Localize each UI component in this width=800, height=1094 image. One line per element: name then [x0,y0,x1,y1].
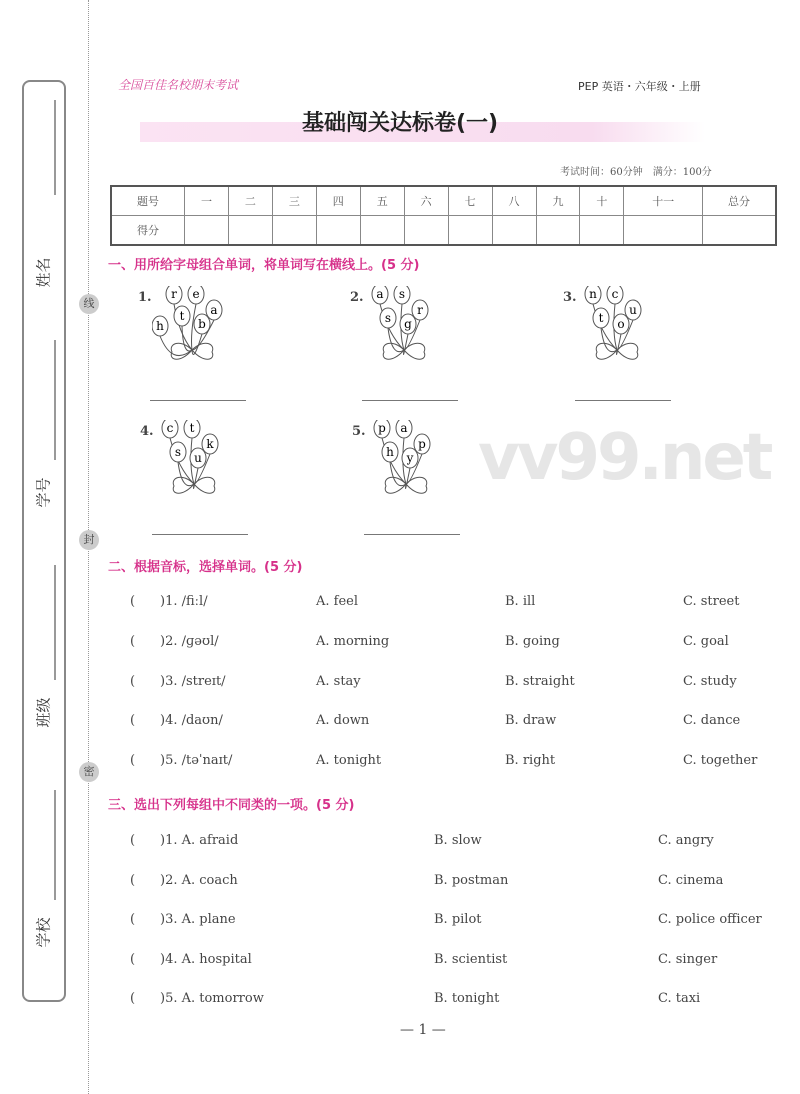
question-option-a: )1. A. afraid [160,833,239,848]
option-b: B. tonight [434,991,500,1007]
score-cell[interactable] [536,216,580,246]
option-b: B. right [505,753,556,769]
item-number: 2. [350,290,364,305]
bow-icon [194,477,215,493]
balloon-letter: r [417,303,423,317]
seal-line: 线 [79,294,99,314]
score-header-cell: 十 [580,186,624,216]
student-info-box [22,80,66,1002]
answer-paren[interactable]: ( [130,833,136,848]
score-cell[interactable] [316,216,360,246]
balloon-bouquet [366,420,456,500]
balloon-letter: p [378,421,386,435]
watermark: vv99.net [478,421,771,495]
score-header-cell: 六 [404,186,448,216]
question-phonetic: )4. /daʊn/ [160,713,223,729]
score-header-cell: 五 [360,186,404,216]
score-header-cell: 八 [492,186,536,216]
score-header-cell: 九 [536,186,580,216]
option-c: C. dance [683,713,741,729]
balloon-letter: c [611,287,619,301]
score-cell[interactable] [185,216,229,246]
question-option-a: )2. A. coach [160,872,238,888]
answer-paren[interactable]: ( [130,633,136,649]
question-phonetic: )1. /fiːl/ [160,594,208,609]
balloon-letter: h [386,445,394,459]
student-no-field[interactable] [54,340,56,460]
option-c: C. together [683,753,758,769]
option-a: A. down [316,713,370,729]
score-cell[interactable] [703,216,777,246]
balloon-letter: n [589,287,597,301]
score-cell[interactable] [624,216,703,246]
answer-paren[interactable]: ( [130,713,136,729]
balloon-bouquet [577,286,667,366]
score-header-cell: 四 [316,186,360,216]
school-field[interactable] [54,790,56,900]
bow-icon [617,343,638,359]
option-c: C. angry [658,833,714,848]
option-b: B. ill [505,594,536,609]
option-b: B. going [505,633,560,649]
option-b: B. pilot [434,912,482,928]
balloon-letter: h [156,319,164,333]
option-c: C. street [683,594,740,609]
bow-icon [406,477,427,493]
score-cell[interactable] [404,216,448,246]
answer-blank[interactable] [150,400,246,401]
score-header-row [111,186,776,216]
option-b: B. scientist [434,951,508,967]
option-c: C. taxi [658,991,701,1007]
option-a: A. morning [316,633,390,649]
balloon-bouquet [154,420,244,500]
option-c: C. cinema [658,872,724,888]
balloon-letter: o [617,317,625,331]
balloon-bouquet [364,286,454,366]
answer-paren[interactable]: ( [130,991,136,1007]
answer-paren[interactable]: ( [130,753,136,769]
answer-paren[interactable]: ( [130,872,136,888]
exam-info: 考试时间：60分钟 满分：100分 [560,167,712,178]
balloon-letter: a [400,421,408,435]
option-b: B. slow [434,833,482,848]
brand-text: 全国百佳名校期末考试 [118,78,239,92]
option-c: C. goal [683,633,729,649]
answer-blank[interactable] [152,534,248,535]
question-option-a: )3. A. plane [160,912,236,928]
student-no-label: 学号 [34,477,53,508]
score-cell[interactable] [228,216,272,246]
option-a: A. feel [316,594,359,609]
answer-paren[interactable]: ( [130,912,136,928]
balloon-letter: s [384,311,392,325]
balloon-letter: t [179,309,185,323]
score-header-cell: 三 [272,186,316,216]
item-number: 1. [138,290,152,305]
edition-text: PEP 英语・六年级・上册 [578,80,701,93]
class-label: 班级 [34,697,53,728]
score-cell[interactable] [492,216,536,246]
score-cell[interactable] [580,216,624,246]
section2-title: 二、根据音标，选择单词。(5 分) [108,560,303,575]
balloon-letter: t [189,421,195,435]
answer-blank[interactable] [575,400,671,401]
answer-paren[interactable]: ( [130,951,136,967]
balloon-bouquet [152,286,242,366]
score-header-cell: 七 [448,186,492,216]
balloon-letter: a [376,287,384,301]
balloon-letter: y [406,451,414,465]
balloon-letter: g [404,317,412,331]
question-phonetic: )5. /təˈnaɪt/ [160,753,233,769]
balloon-letter: k [206,437,214,451]
item-number: 3. [563,290,577,305]
score-cell[interactable] [360,216,404,246]
score-header-cell: 总分 [703,186,777,216]
score-header-cell: 一 [185,186,229,216]
name-label: 姓名 [34,257,53,288]
balloon-letter: a [210,303,218,317]
answer-blank[interactable] [362,400,458,401]
page-number: — 1 — [400,1022,446,1038]
balloon-letter: c [166,421,174,435]
score-header-cell: 题号 [111,186,185,216]
page-title: 基础闯关达标卷(一) [301,111,499,136]
option-b: B. draw [505,713,557,729]
score-cell[interactable] [272,216,316,246]
answer-paren[interactable]: ( [130,594,136,609]
seal-secret: 密 [79,762,99,782]
score-table [110,185,777,246]
item-number: 5. [352,424,366,439]
score-row [111,216,776,246]
balloon-letter: p [418,437,426,451]
score-header-cell: 十一 [624,186,703,216]
option-b: B. straight [505,673,575,689]
balloon-letter: s [174,445,182,459]
section1-title: 一、用所给字母组合单词，将单词写在横线上。(5 分) [108,258,420,273]
option-c: C. singer [658,951,718,967]
score-row-label: 得分 [111,216,185,246]
question-phonetic: )2. /ɡəʊl/ [160,633,219,649]
question-option-a: )5. A. tomorrow [160,991,264,1007]
balloon-letter: t [598,311,604,325]
balloon-letter: r [171,287,177,301]
option-b: B. postman [434,872,509,888]
section3-title: 三、选出下列每组中不同类的一项。(5 分) [108,798,355,813]
balloon-letter: s [398,287,406,301]
balloon-letter: u [629,303,637,317]
score-cell[interactable] [448,216,492,246]
seal-seal: 封 [79,530,99,550]
answer-paren[interactable]: ( [130,673,136,689]
option-c: C. study [683,673,737,689]
option-a: A. tonight [316,753,382,769]
bow-icon [192,343,213,359]
answer-blank[interactable] [364,534,460,535]
balloon-letter: b [198,317,206,331]
bow-icon [404,343,425,359]
class-field[interactable] [54,565,56,680]
item-number: 4. [140,424,154,439]
school-label: 学校 [34,917,53,948]
option-c: C. police officer [658,912,762,928]
balloon-letter: e [192,287,200,301]
balloon-letter: u [194,451,202,465]
question-option-a: )4. A. hospital [160,951,252,967]
option-a: A. stay [316,673,361,689]
question-phonetic: )3. /streɪt/ [160,673,226,689]
score-header-cell: 二 [228,186,272,216]
